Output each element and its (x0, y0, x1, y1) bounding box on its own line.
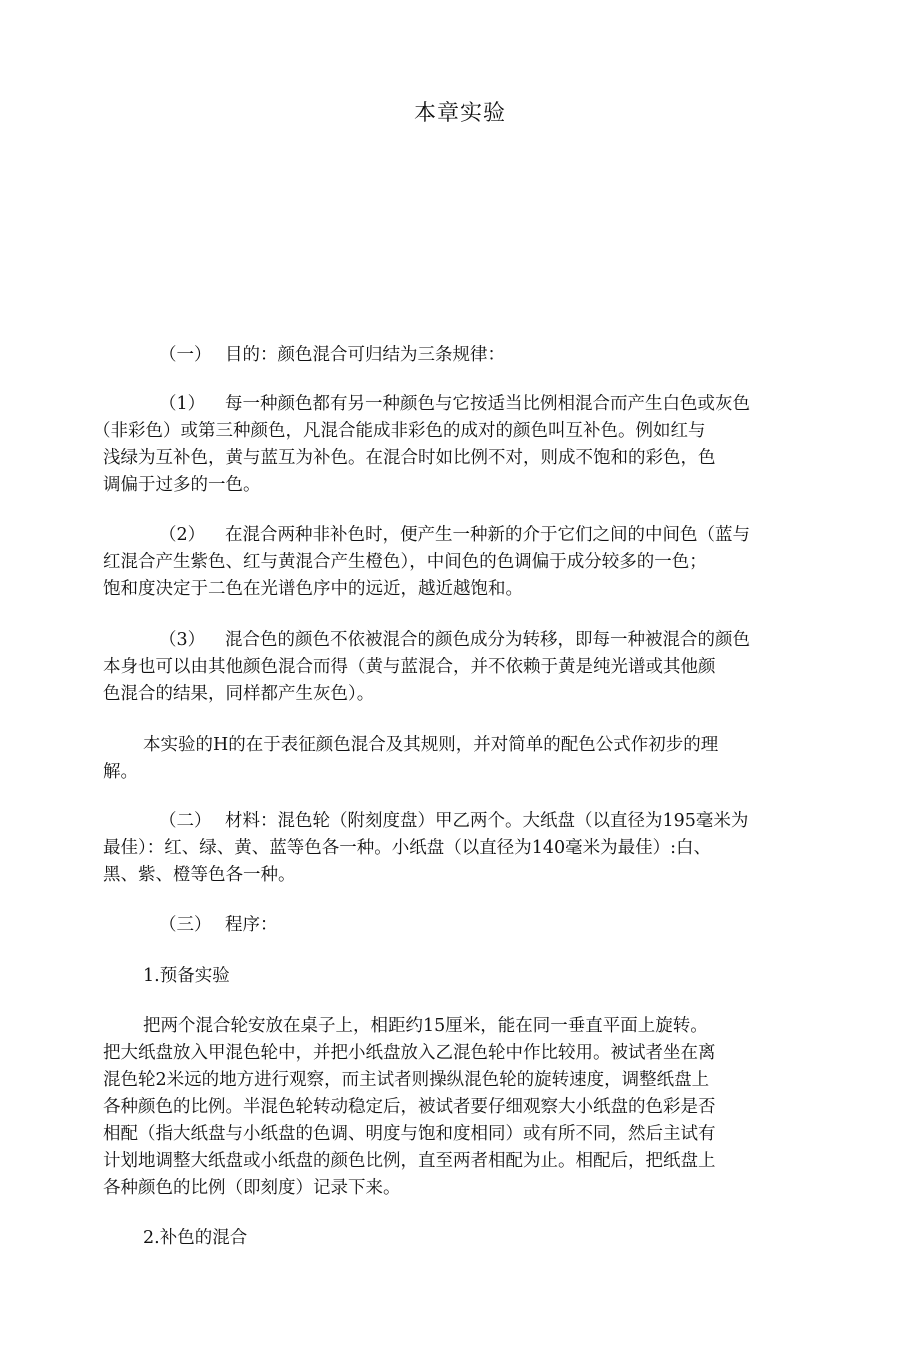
section-3-text: 程序： (225, 915, 278, 935)
page-title: 本章实验 (413, 101, 506, 126)
rule-1-line: 浅绿为互补色，黄与蓝互为补色。在混合时如比例不对，则成不饱和的彩色，色 (103, 448, 716, 468)
rule-3-label: （3） (159, 630, 206, 650)
step-1-line: 把两个混合轮安放在桌子上，相距约15厘米，能在同一垂直平面上旋转。 (143, 1016, 708, 1036)
step-1-line: 计划地调整大纸盘或小纸盘的颜色比例，直至两者相配为止。相配后，把纸盘上 (103, 1151, 716, 1171)
purpose-line: 本实验的H的在于表征颜色混合及其规则，并对简单的配色公式作初步的理 (143, 735, 719, 755)
step-1-heading: 1.预备实验 (143, 966, 230, 986)
rule-2-label: （2） (159, 525, 206, 545)
section-2 (103, 808, 823, 889)
rule-1-line: （非彩色）或第三种颜色，凡混合能成非彩色的成对的颜色叫互补色。例如红与 (93, 421, 706, 441)
step-1-line: 把大纸盘放入甲混色轮中，并把小纸盘放入乙混色轮中作比较用。被试者坐在离 (103, 1043, 716, 1063)
rule-2-line: 红混合产生紫色、红与黄混合产生橙色），中间色的色调偏于成分较多的一色； (103, 552, 707, 572)
rule-2 (103, 522, 823, 603)
rule-3 (103, 627, 823, 708)
rule-1-line: 每一种颜色都有另一种颜色与它按适当比例相混合而产生白色或灰色 (225, 394, 750, 414)
section-2-line: 黑、紫、橙等色各一种。 (103, 865, 296, 885)
rule-1-line: 调偏于过多的一色。 (103, 475, 261, 495)
section-1-text: 目的：颜色混合可归结为三条规律： (225, 345, 505, 365)
step-1-line: 各种颜色的比例。半混色轮转动稳定后，被试者要仔细观察大小纸盘的色彩是否 (103, 1097, 716, 1117)
rule-1-label: （1） (159, 394, 206, 414)
section-2-line: 材料：混色轮（附刻度盘）甲乙两个。大纸盘（以直径为195毫米为 (225, 811, 749, 831)
section-1-label: （一） (159, 345, 212, 365)
rule-3-line: 混合色的颜色不依被混合的颜色成分为转移，即每一种被混合的颜色 (225, 630, 750, 650)
section-2-line: 最佳）：红、绿、黄、蓝等色各一种。小纸盘（以直径为140毫米为最佳）:白、 (103, 838, 712, 858)
step-1-line: 相配（指大纸盘与小纸盘的色调、明度与饱和度相同）或有所不同，然后主试有 (103, 1124, 716, 1144)
step-1-line: 各种颜色的比例（即刻度）记录下来。 (103, 1178, 401, 1198)
section-2-label: （二） (159, 811, 212, 831)
step-1-body (103, 1013, 823, 1202)
section-1 (103, 342, 823, 369)
step-2-heading: 2.补色的混合 (143, 1228, 248, 1248)
purpose-line: 解。 (103, 762, 138, 782)
step-1-line: 混色轮2米远的地方进行观察，而主试者则操纵混色轮的旋转速度，调整纸盘上 (103, 1070, 710, 1090)
rule-2-line: 饱和度决定于二色在光谱色序中的远近，越近越饱和。 (103, 579, 523, 599)
rule-3-line: 色混合的结果，同样都产生灰色）。 (103, 684, 375, 704)
section-3-label: （三） (159, 915, 212, 935)
rule-3-line: 本身也可以由其他颜色混合而得（黄与蓝混合，并不依赖于黄是纯光谱或其他颜 (103, 657, 716, 677)
section-3 (103, 912, 823, 939)
experiment-purpose (103, 732, 823, 786)
rule-2-line: 在混合两种非补色时，便产生一种新的介于它们之间的中间色（蓝与 (225, 525, 750, 545)
rule-1 (93, 391, 823, 499)
